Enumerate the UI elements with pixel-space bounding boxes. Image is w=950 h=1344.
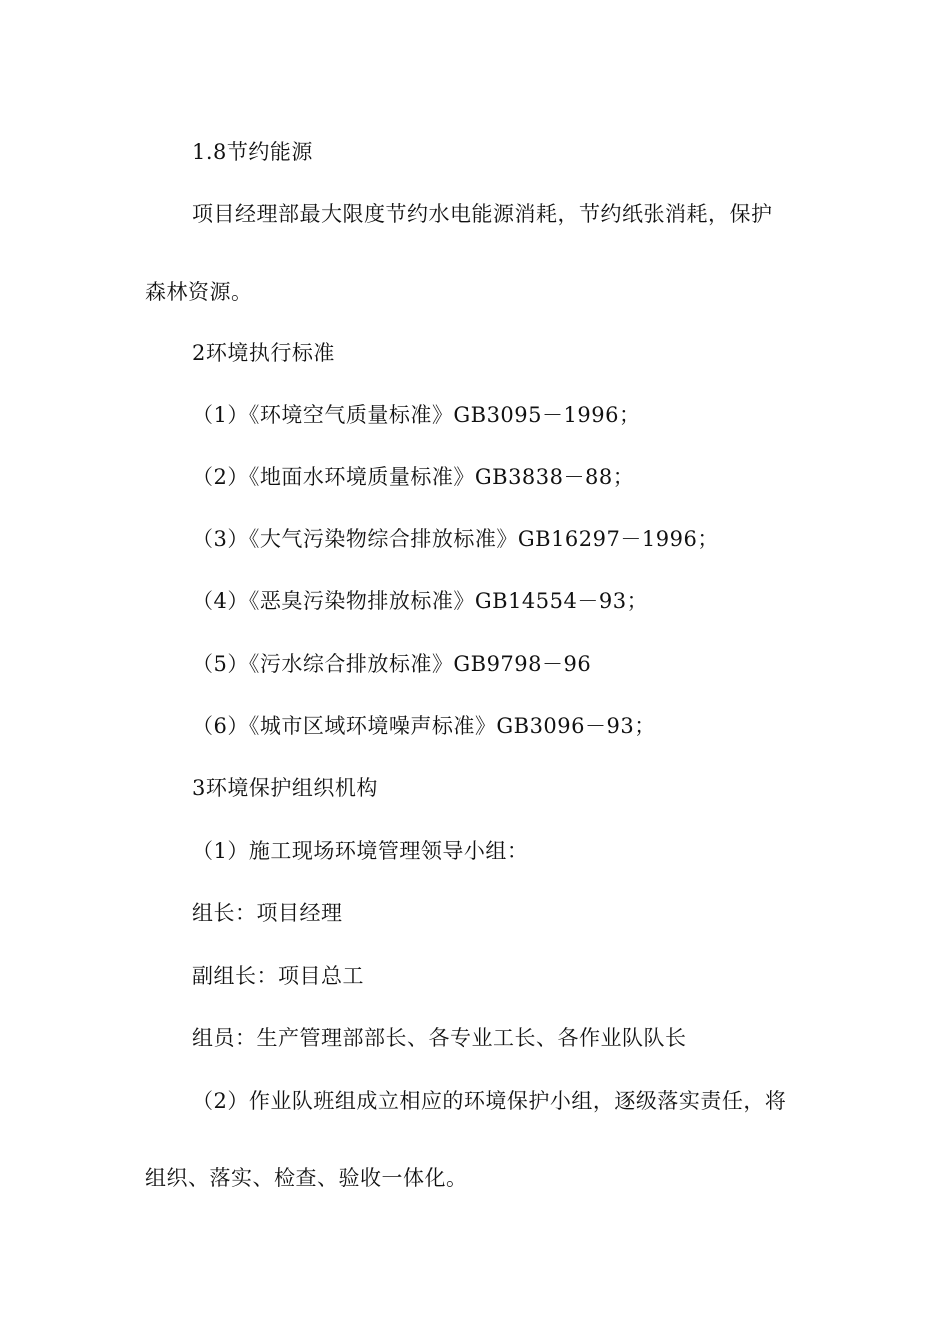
standard-item: （3）《大气污染物综合排放标准》GB16297－1996； [192,527,719,551]
org-role-line: 组长：项目经理 [192,901,343,925]
org-role-line: 副组长：项目总工 [192,964,364,988]
paragraph-line: 组织、落实、检查、验收一体化。 [145,1166,468,1190]
org-role-line: 组员：生产管理部部长、各专业工长、各作业队队长 [192,1026,687,1050]
section-heading: 2环境执行标准 [192,341,335,365]
standard-item: （6）《城市区域环境噪声标准》GB3096－93； [192,714,656,738]
paragraph-line: （2）作业队班组成立相应的环境保护小组，逐级落实责任，将 [192,1089,787,1113]
standard-item: （4）《恶臭污染物排放标准》GB14554－93； [192,589,649,613]
paragraph-line: 项目经理部最大限度节约水电能源消耗，节约纸张消耗，保护 [192,202,773,226]
paragraph-line: 森林资源。 [145,280,253,304]
standard-item: （2）《地面水环境质量标准》GB3838－88； [192,465,635,489]
section-heading: 1.8节约能源 [192,140,313,164]
standard-item: （5）《污水综合排放标准》GB9798－96 [192,652,592,676]
org-item: （1）施工现场环境管理领导小组： [192,839,529,863]
section-heading: 3环境保护组织机构 [192,776,378,800]
standard-item: （1）《环境空气质量标准》GB3095－1996； [192,403,641,427]
